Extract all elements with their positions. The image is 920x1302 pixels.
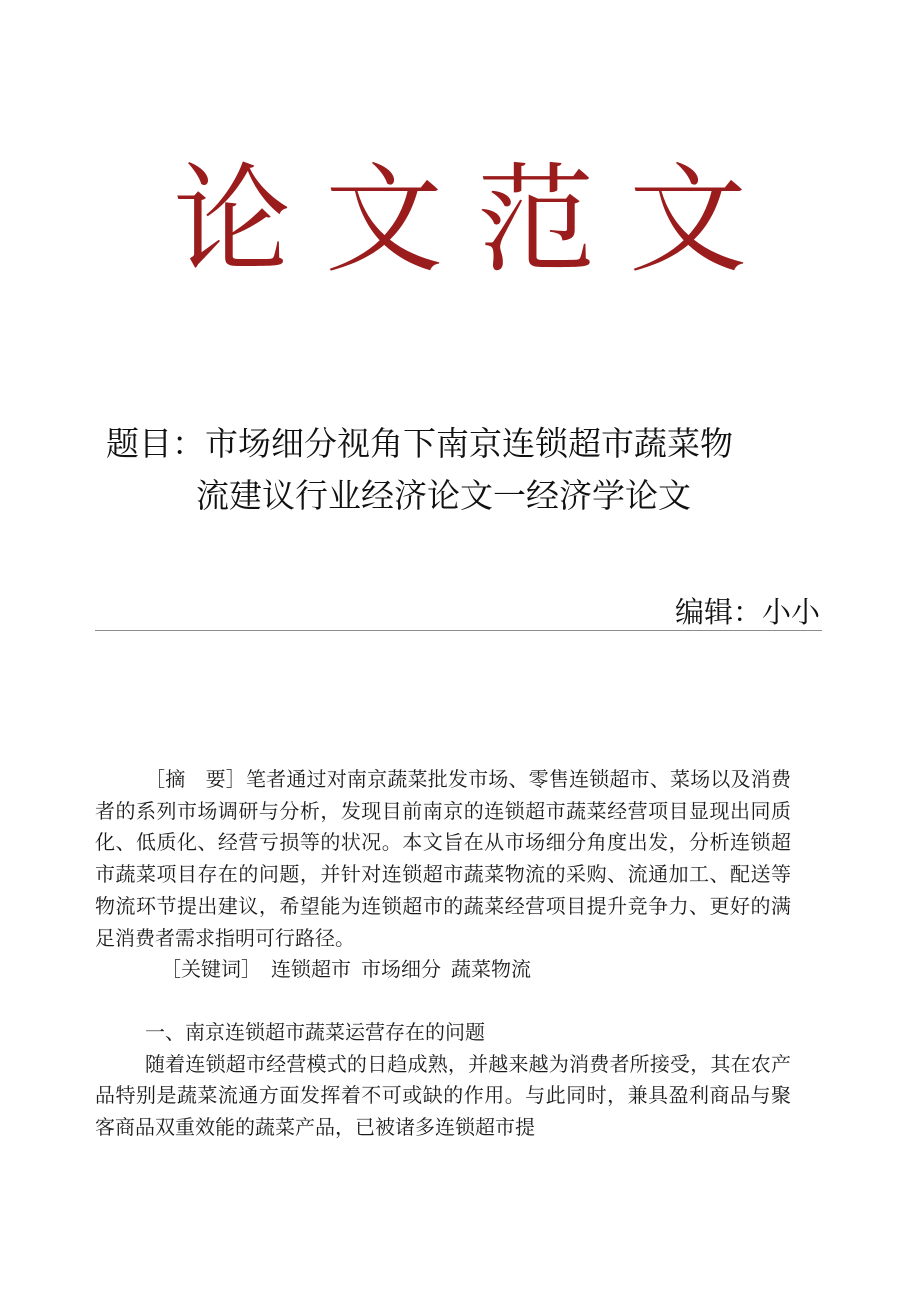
topic-block xyxy=(106,418,806,522)
paragraph-gap xyxy=(95,986,791,1017)
section-heading: 一、南京连锁超市蔬菜运营存在的问题 xyxy=(145,1019,485,1044)
keyword-item: 蔬菜物流 xyxy=(451,957,531,982)
topic-label: 题目： xyxy=(106,424,205,463)
keywords-label: ［关键词］ xyxy=(161,957,261,982)
body-text xyxy=(95,764,791,1144)
topic-line-2: 流建议行业经济论文一经济学论文 xyxy=(196,476,691,515)
editor-line xyxy=(675,592,820,632)
keyword-item: 连锁超市 xyxy=(271,957,351,982)
keyword-item: 市场细分 xyxy=(361,957,441,982)
topic-text-1: 市场细分视角下南京连锁超市蔬菜物 xyxy=(205,424,733,463)
editor-name: 小小 xyxy=(761,595,820,629)
topic-line-1 xyxy=(106,418,806,470)
keywords-line xyxy=(95,954,791,986)
abstract-paragraph: ［摘 要］笔者通过对南京蔬菜批发市场、零售连锁超市、菜场以及消费者的系列市场调研与分析，发现目前南京的连锁超市蔬菜经营项目显现出同质化、低质化、经营亏损等的状况。本文旨在从市场细分角度出发，分析连锁超市蔬菜项目存在的问题，并针对连锁超市蔬菜物流的采购、流通加工、配送等物流环节提出建议，希望能为连锁超市的蔬菜经营项目提升竞争力、更好的满足消费者需求指明可行路径。 xyxy=(95,767,791,950)
section-paragraph: 随着连锁超市经营模式的日趋成熟，并越来越为消费者所接受，其在农产品特别是蔬菜流通方面发挥着不可或缺的作用。与此同时，兼具盈利商品与聚客商品双重效能的蔬菜产品，已被诸多连锁超市提 xyxy=(95,1051,791,1140)
cover-title: 论文范文 xyxy=(172,151,781,289)
editor-label: 编辑： xyxy=(674,595,762,629)
divider xyxy=(95,630,822,631)
